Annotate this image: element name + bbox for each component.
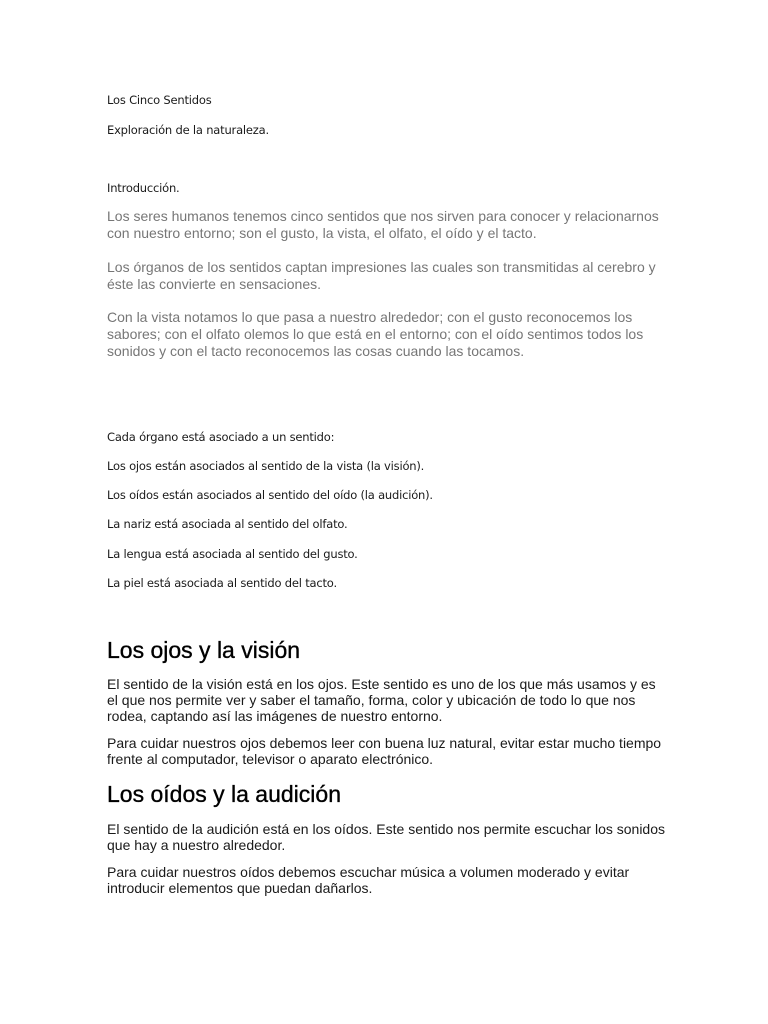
intro-paragraph-1: Los seres humanos tenemos cinco sentidos que nos sirven para conocer y relacionarnos con nuestro entorno; son el gusto, la vista, el olfato, el oído y el tacto. bbox=[107, 208, 659, 241]
hearing-paragraph-2: Para cuidar nuestros oídos debemos escuchar música a volumen moderado y evitar introducir elementos que puedan dañarlos. bbox=[107, 864, 630, 896]
document-title: Los Cinco Sentidos bbox=[107, 93, 212, 107]
organs-heading: Cada órgano está asociado a un sentido: bbox=[107, 430, 335, 444]
organ-item-ears: Los oídos están asociados al sentido del oído (la audición). bbox=[107, 488, 433, 502]
organ-item-tongue: La lengua está asociada al sentido del gusto. bbox=[107, 547, 358, 561]
organ-item-skin: La piel está asociada al sentido del tacto. bbox=[107, 576, 337, 590]
vision-paragraph-2: Para cuidar nuestros ojos debemos leer con buena luz natural, evitar estar mucho tiempo frente al computador, televisor o aparato electrónico. bbox=[107, 735, 662, 767]
document-subtitle: Exploración de la naturaleza. bbox=[107, 123, 269, 137]
intro-heading: Introducción. bbox=[107, 181, 180, 195]
organ-item-nose: La nariz está asociada al sentido del olfato. bbox=[107, 517, 348, 531]
hearing-paragraph-1: El sentido de la audición está en los oídos. Este sentido nos permite escuchar los sonidos que hay a nuestro alrededor. bbox=[107, 821, 665, 853]
intro-paragraph-3: Con la vista notamos lo que pasa a nuestro alrededor; con el gusto reconocemos los sabores; con el olfato olemos lo que está en el entorno; con el oído sentimos todos los sonidos y con el tacto reconocemos las cosas cuando las tocamos. bbox=[107, 309, 644, 359]
organ-item-eyes: Los ojos están asociados al sentido de la vista (la visión). bbox=[107, 459, 425, 473]
intro-paragraph-2: Los órganos de los sentidos captan impresiones las cuales son transmitidas al cerebro y éste las convierte en sensaciones. bbox=[107, 259, 656, 292]
vision-paragraph-1: El sentido de la visión está en los ojos. Este sentido es uno de los que más usamos y es el que nos permite ver y saber el tamaño, forma, color y ubicación de todo lo que nos rodea, captando así las imágenes de nuestro entorno. bbox=[107, 676, 656, 724]
section-heading-hearing: Los oídos y la audición bbox=[107, 781, 341, 807]
section-heading-vision: Los ojos y la visión bbox=[107, 637, 301, 663]
